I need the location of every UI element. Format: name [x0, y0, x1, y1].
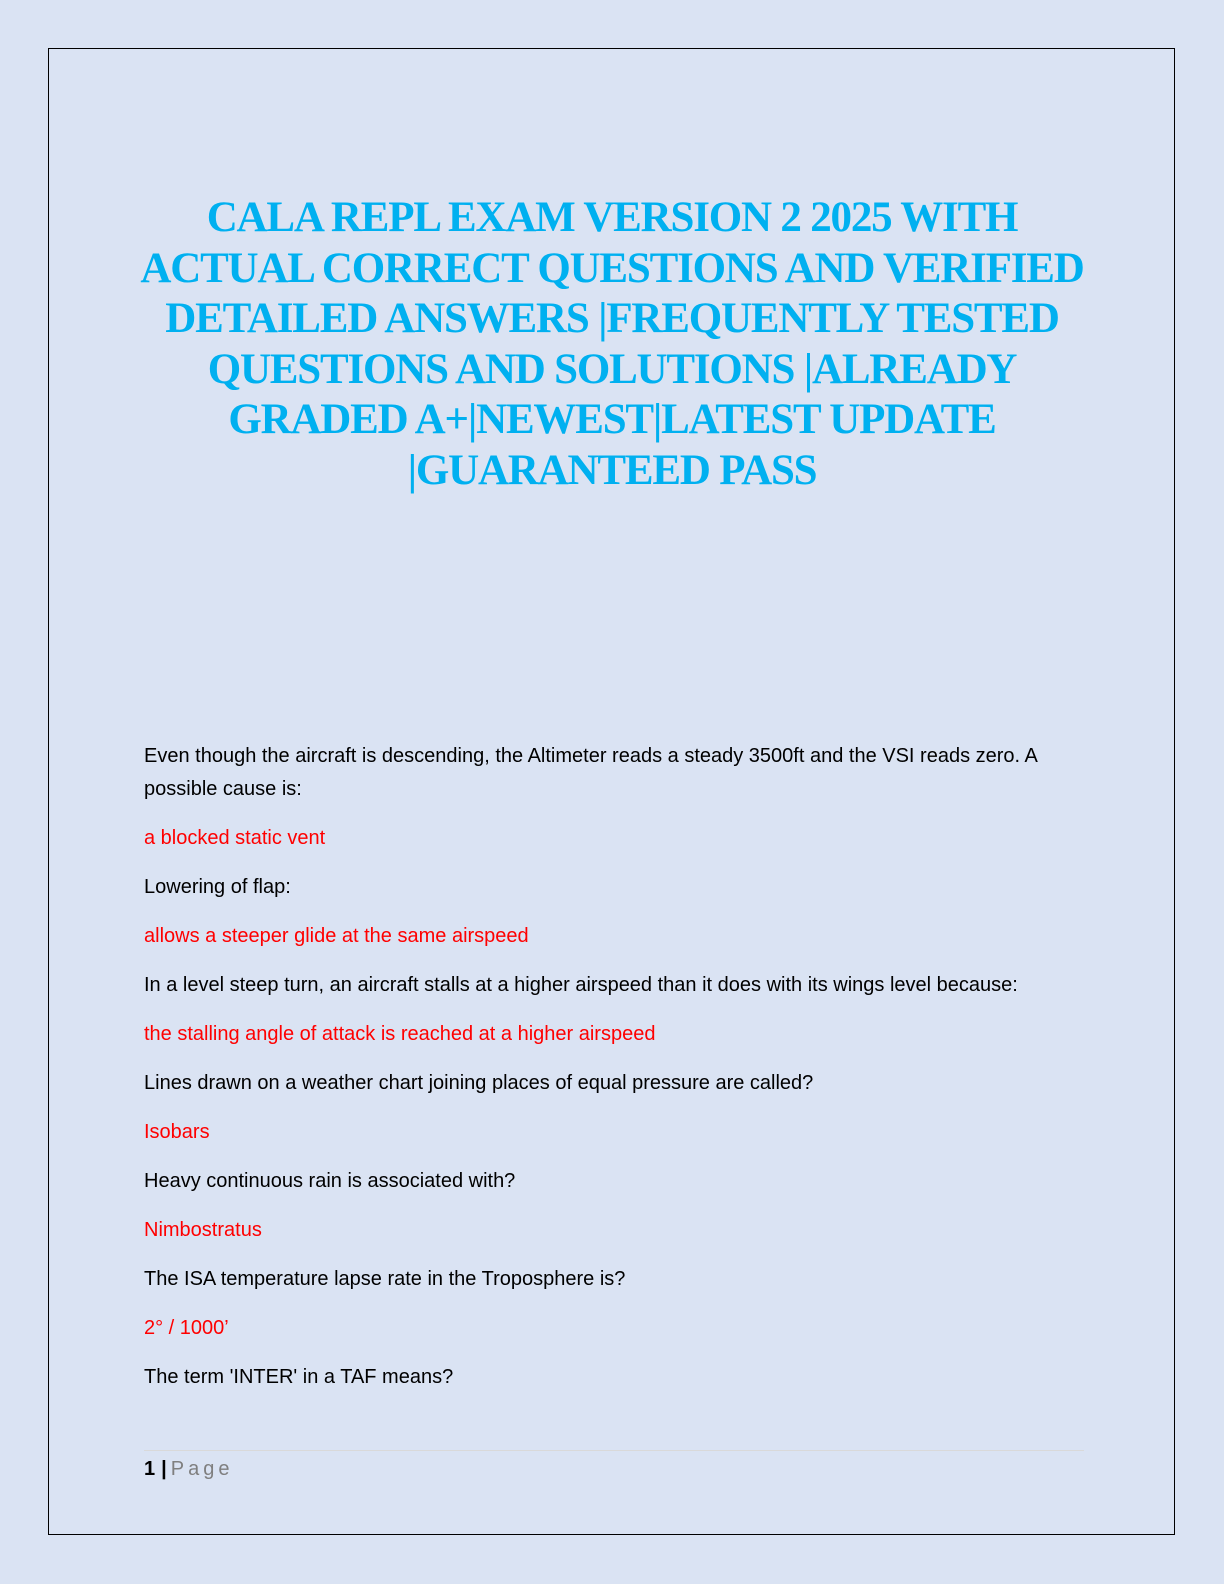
question-6: The ISA temperature lapse rate in the Troposphere is?: [144, 1268, 626, 1290]
question-7: The term 'INTER' in a TAF means?: [144, 1366, 454, 1388]
answer-2: allows a steeper glide at the same airspeed: [144, 925, 529, 947]
question-3: In a level steep turn, an aircraft stalls at a higher airspeed than it does with its wings level because:: [144, 974, 1018, 996]
page-number: 1: [144, 1458, 156, 1480]
answer-4: Isobars: [144, 1121, 210, 1143]
answer-1: a blocked static vent: [144, 827, 326, 849]
question-2: Lowering of flap:: [144, 876, 291, 898]
page-label: Page: [170, 1458, 234, 1480]
question-5: Heavy continuous rain is associated with?: [144, 1170, 516, 1192]
question-4: Lines drawn on a weather chart joining places of equal pressure are called?: [144, 1072, 814, 1094]
question-1: Even though the aircraft is descending, the Altimeter reads a steady 3500ft and the VSI reads zero. A possible cause is:: [144, 745, 1037, 800]
answer-6: 2° / 1000’: [144, 1317, 229, 1339]
answer-3: the stalling angle of attack is reached at a higher airspeed: [144, 1023, 656, 1045]
footer-separator: |: [161, 1458, 167, 1480]
document-title: CALA REPL EXAM VERSION 2 2025 WITH ACTUAL CORRECT QUESTIONS AND VERIFIED DETAILED ANSWERS |FREQUENTLY TESTED QUESTIONS AND SOLUTIONS |ALREADY GRADED A+|NEWEST|LATEST UPDATE |GUARANTEED PASS: [140, 194, 1084, 494]
footer-divider: [144, 1450, 1084, 1451]
page-footer: [144, 1456, 233, 1482]
qa-content: [144, 740, 1084, 1410]
answer-5: Nimbostratus: [144, 1219, 262, 1241]
